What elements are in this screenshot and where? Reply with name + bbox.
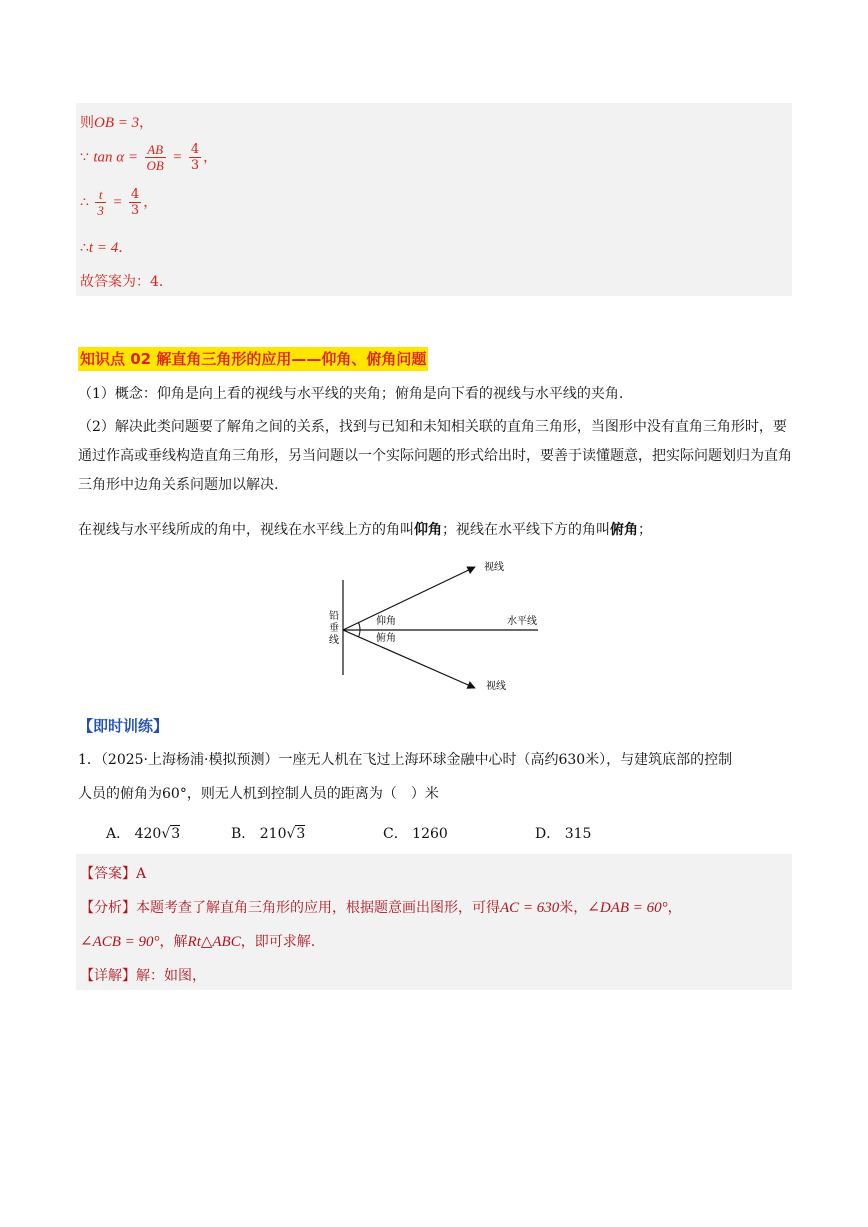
vertical-label-3: 线 xyxy=(329,635,339,646)
answer-label: 【答案】 xyxy=(80,866,136,882)
answer-text: 故答案为：4． xyxy=(80,274,173,290)
elevation-arc xyxy=(359,623,361,631)
answer-line xyxy=(80,863,146,883)
solution-box xyxy=(76,103,792,296)
analysis-line-2: ∠ACB = 90°，解Rt△ABC，即可求解. xyxy=(80,934,316,950)
depression-label: 俯角 xyxy=(376,633,396,644)
solution-line-3: ∴ $\frac{t}{3}$ = $\frac{4}{3}$ ， xyxy=(80,187,158,218)
fraction-ab-ob: $\frac{AB}{OB}$ xyxy=(146,142,164,173)
question-line-2: 人员的俯角为60°，则无人机到控制人员的距离为（ ）米 xyxy=(78,786,439,802)
math-ob: OB = 3 xyxy=(94,115,140,131)
option-d[interactable]: D． 315 xyxy=(535,826,592,842)
option-c[interactable]: C． 1260 xyxy=(383,826,448,842)
sight-bottom-label: 视线 xyxy=(486,681,506,692)
sight-top-label: 视线 xyxy=(484,562,504,573)
concept-paragraph: （1）概念：仰角是向上看的视线与水平线的夹角；俯角是向下看的视线与水平线的夹角. xyxy=(78,386,624,402)
question-line-1: 1．（2025·上海杨浦·模拟预测）一座无人机在飞过上海环球金融中心时（高约630米），与建筑底部的控制 xyxy=(78,752,733,768)
answer-value: A xyxy=(136,866,147,882)
solution-line-1: 则OB = 3， xyxy=(80,115,154,131)
option-b[interactable]: B． 210√3 xyxy=(231,826,306,842)
vertical-label-1: 铅 xyxy=(329,611,339,622)
horizontal-label: 水平线 xyxy=(507,616,537,627)
elevation-label: 仰角 xyxy=(376,616,396,627)
sight-line-down xyxy=(343,630,475,688)
vertical-label-2: 垂 xyxy=(329,623,339,634)
solution-line-2: ∵ tan α = $\frac{AB}{OB}$ = $\frac{4}{3}$ ， xyxy=(80,142,218,173)
fraction-t-3: $\frac{t}{3}$ xyxy=(97,187,104,218)
training-label: 【即时训练】 xyxy=(78,717,169,735)
depression-arc xyxy=(359,630,361,637)
elevation-depression-diagram xyxy=(300,555,560,700)
section-heading: 知识点 02 解直角三角形的应用——仰角、俯角问题 xyxy=(78,347,428,371)
option-a[interactable]: A． 420√3 xyxy=(106,826,181,842)
definition-paragraph: 在视线与水平线所成的角中，视线在水平线上方的角叫仰角；视线在水平线下方的角叫俯角； xyxy=(78,522,652,538)
solution-line-4: ∴t = 4． xyxy=(80,240,133,256)
method-paragraph: （2）解决此类问题要了解角之间的关系，找到与已知和未知相关联的直角三角形，当图形中没有直角三角形时，要通过作高或垂线构造直角三角形，另当问题以一个实际问题的形式给出时，要善于读懂题意，把实际问题划归为直角三角形中边角关系问题加以解决. xyxy=(78,419,792,493)
fraction-4-3: $\frac{4}{3}$ xyxy=(190,142,200,173)
question-source: （2025·上海杨浦·模拟预测） xyxy=(100,752,279,768)
fraction-4-3-b: $\frac{4}{3}$ xyxy=(130,187,140,218)
sight-line-up xyxy=(343,567,475,630)
detail-line: 【详解】解：如图， xyxy=(80,968,206,984)
analysis-line-1: 【分析】本题考查了解直角三角形的应用，根据题意画出图形，可得AC = 630米，∠DAB = 60°， xyxy=(80,900,682,916)
